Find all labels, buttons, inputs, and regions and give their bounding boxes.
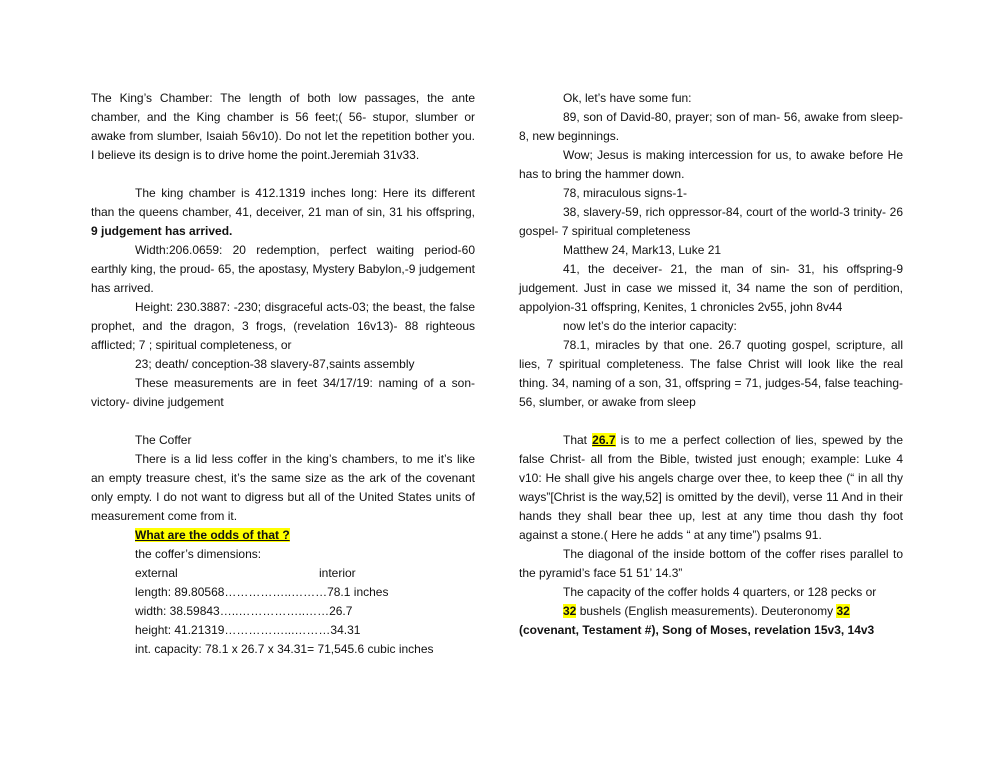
miraculous-signs-line: 78, miraculous signs-1-: [563, 186, 688, 200]
highlight-32-bushels: 32: [563, 604, 577, 618]
bushels-line: [519, 602, 903, 621]
lies-text-start: That: [563, 433, 593, 447]
left-column: [91, 89, 475, 659]
right-column: [519, 89, 903, 640]
odds-line: [91, 526, 475, 545]
highlight-32-deuteronomy: 32: [836, 604, 850, 618]
height-paragraph: Height: 230.3887: -230; disgraceful acts-03; the beast, the false prophet, and the dragon, 3 frogs, (revelation 16v13)- 88 righteous afflicted; 7 ; spiritual completeness, or: [91, 300, 475, 352]
lies-paragraph: [519, 431, 903, 545]
dimensions-header-row: [91, 564, 475, 583]
intercession-paragraph: Wow; Jesus is making intercession for us, to awake before He has to bring the hammer down.: [519, 148, 903, 181]
diagonal-paragraph: The diagonal of the inside bottom of the coffer rises parallel to the pyramid’s face 51 51’ 14.3”: [519, 547, 903, 580]
measurements-feet-paragraph: These measurements are in feet 34/17/19: naming of a son- victory- divine judgement: [91, 376, 475, 409]
dimensions-intro: the coffer’s dimensions:: [135, 547, 262, 561]
lies-text-rest: is to me a perfect collection of lies, spewed by the false Christ- all from the Bible, twisted just enough; example: Luke 4 v10: He shall give his angels charge over thee, to keep thee (“ in all thy ways”[Christ is the way,52] is omitted by the devil), verse 11 And in their hands they shall bear thee up, lest at any time thou dash thy foot against a stone.( Here he adds “ at any time”) psalms 91.: [519, 433, 903, 542]
width-row: width: 38.59843…..……………..……26.7: [135, 604, 353, 618]
deceiver-paragraph: 41, the deceiver- 21, the man of sin- 31, his offspring-9 judgement. Just in case we missed it, 34 name the son of perdition, appolyion-31 offspring, Kenites, 1 chronicles 2v55, john 8v44: [519, 262, 903, 314]
king-chamber-length-paragraph: [91, 184, 475, 241]
slavery-paragraph: 38, slavery-59, rich oppressor-84, court of the world-3 trinity- 26 gospel- 7 spiritual completeness: [519, 205, 903, 238]
interior-capacity-line: now let’s do the interior capacity:: [563, 319, 737, 333]
son-of-david-paragraph: 89, son of David-80, prayer; son of man- 56, awake from sleep- 8, new beginnings.: [519, 110, 903, 143]
length-row: length: 89.80568……………..………78.1 inches: [135, 585, 389, 599]
spacer: [91, 165, 475, 184]
bushels-text: bushels (English measurements). Deuteronomy: [576, 604, 837, 618]
height-row: height: 41.21319……………...………34.31: [135, 623, 361, 637]
external-header: external: [135, 566, 178, 580]
interior-header: interior: [319, 566, 356, 580]
kings-chamber-paragraph: The King’s Chamber: The length of both low passages, the ante chamber, and the King chamber is 56 feet;( 56- stupor, slumber or awake from slumber, Isaiah 56v10). Do not let the repetition bother you. I believe its design is to drive home the point.Jeremiah 31v33.: [91, 91, 475, 162]
covenant-line: (covenant, Testament #), Song of Moses, revelation 15v3, 14v3: [519, 623, 875, 637]
width-paragraph: Width:206.0659: 20 redemption, perfect waiting period-60 earthly king, the proud- 65, the apostasy, Mystery Babylon,-9 judgement has arrived.: [91, 243, 475, 295]
coffer-paragraph: There is a lid less coffer in the king’s chambers, to me it’s like an empty treasure chest, it’s the same size as the ark of the covenant only empty. I do not want to digress but all of the United States units of measurement come from it.: [91, 452, 475, 523]
coffer-heading: The Coffer: [135, 433, 192, 447]
fun-intro-line: Ok, let’s have some fun:: [563, 91, 692, 105]
length-text: The king chamber is 412.1319 inches long: Here its different than the queens chamber, 41, deceiver, 21 man of sin, 31 his offspring,: [91, 186, 475, 219]
miracles-paragraph: 78.1, miracles by that one. 26.7 quoting gospel, scripture, all lies, 7 spiritual completeness. The false Christ will look like the real thing. 34, naming of a son, 31, offspring = 71, judges-54, false teaching- 56, slumber, or awake from sleep: [519, 338, 903, 409]
death-conception-line: 23; death/ conception-38 slavery-87,saints assembly: [135, 357, 415, 371]
capacity-pecks-line: The capacity of the coffer holds 4 quarters, or 128 pecks or: [563, 585, 877, 599]
capacity-row: int. capacity: 78.1 x 26.7 x 34.31= 71,545.6 cubic inches: [135, 642, 434, 656]
spacer: [519, 412, 903, 431]
highlight-26-7: 26.7: [592, 433, 616, 447]
spacer: [91, 412, 475, 431]
gospels-line: Matthew 24, Mark13, Luke 21: [563, 243, 722, 257]
odds-highlight: What are the odds of that ?: [135, 528, 290, 542]
judgement-bold: 9 judgement has arrived.: [91, 224, 233, 238]
